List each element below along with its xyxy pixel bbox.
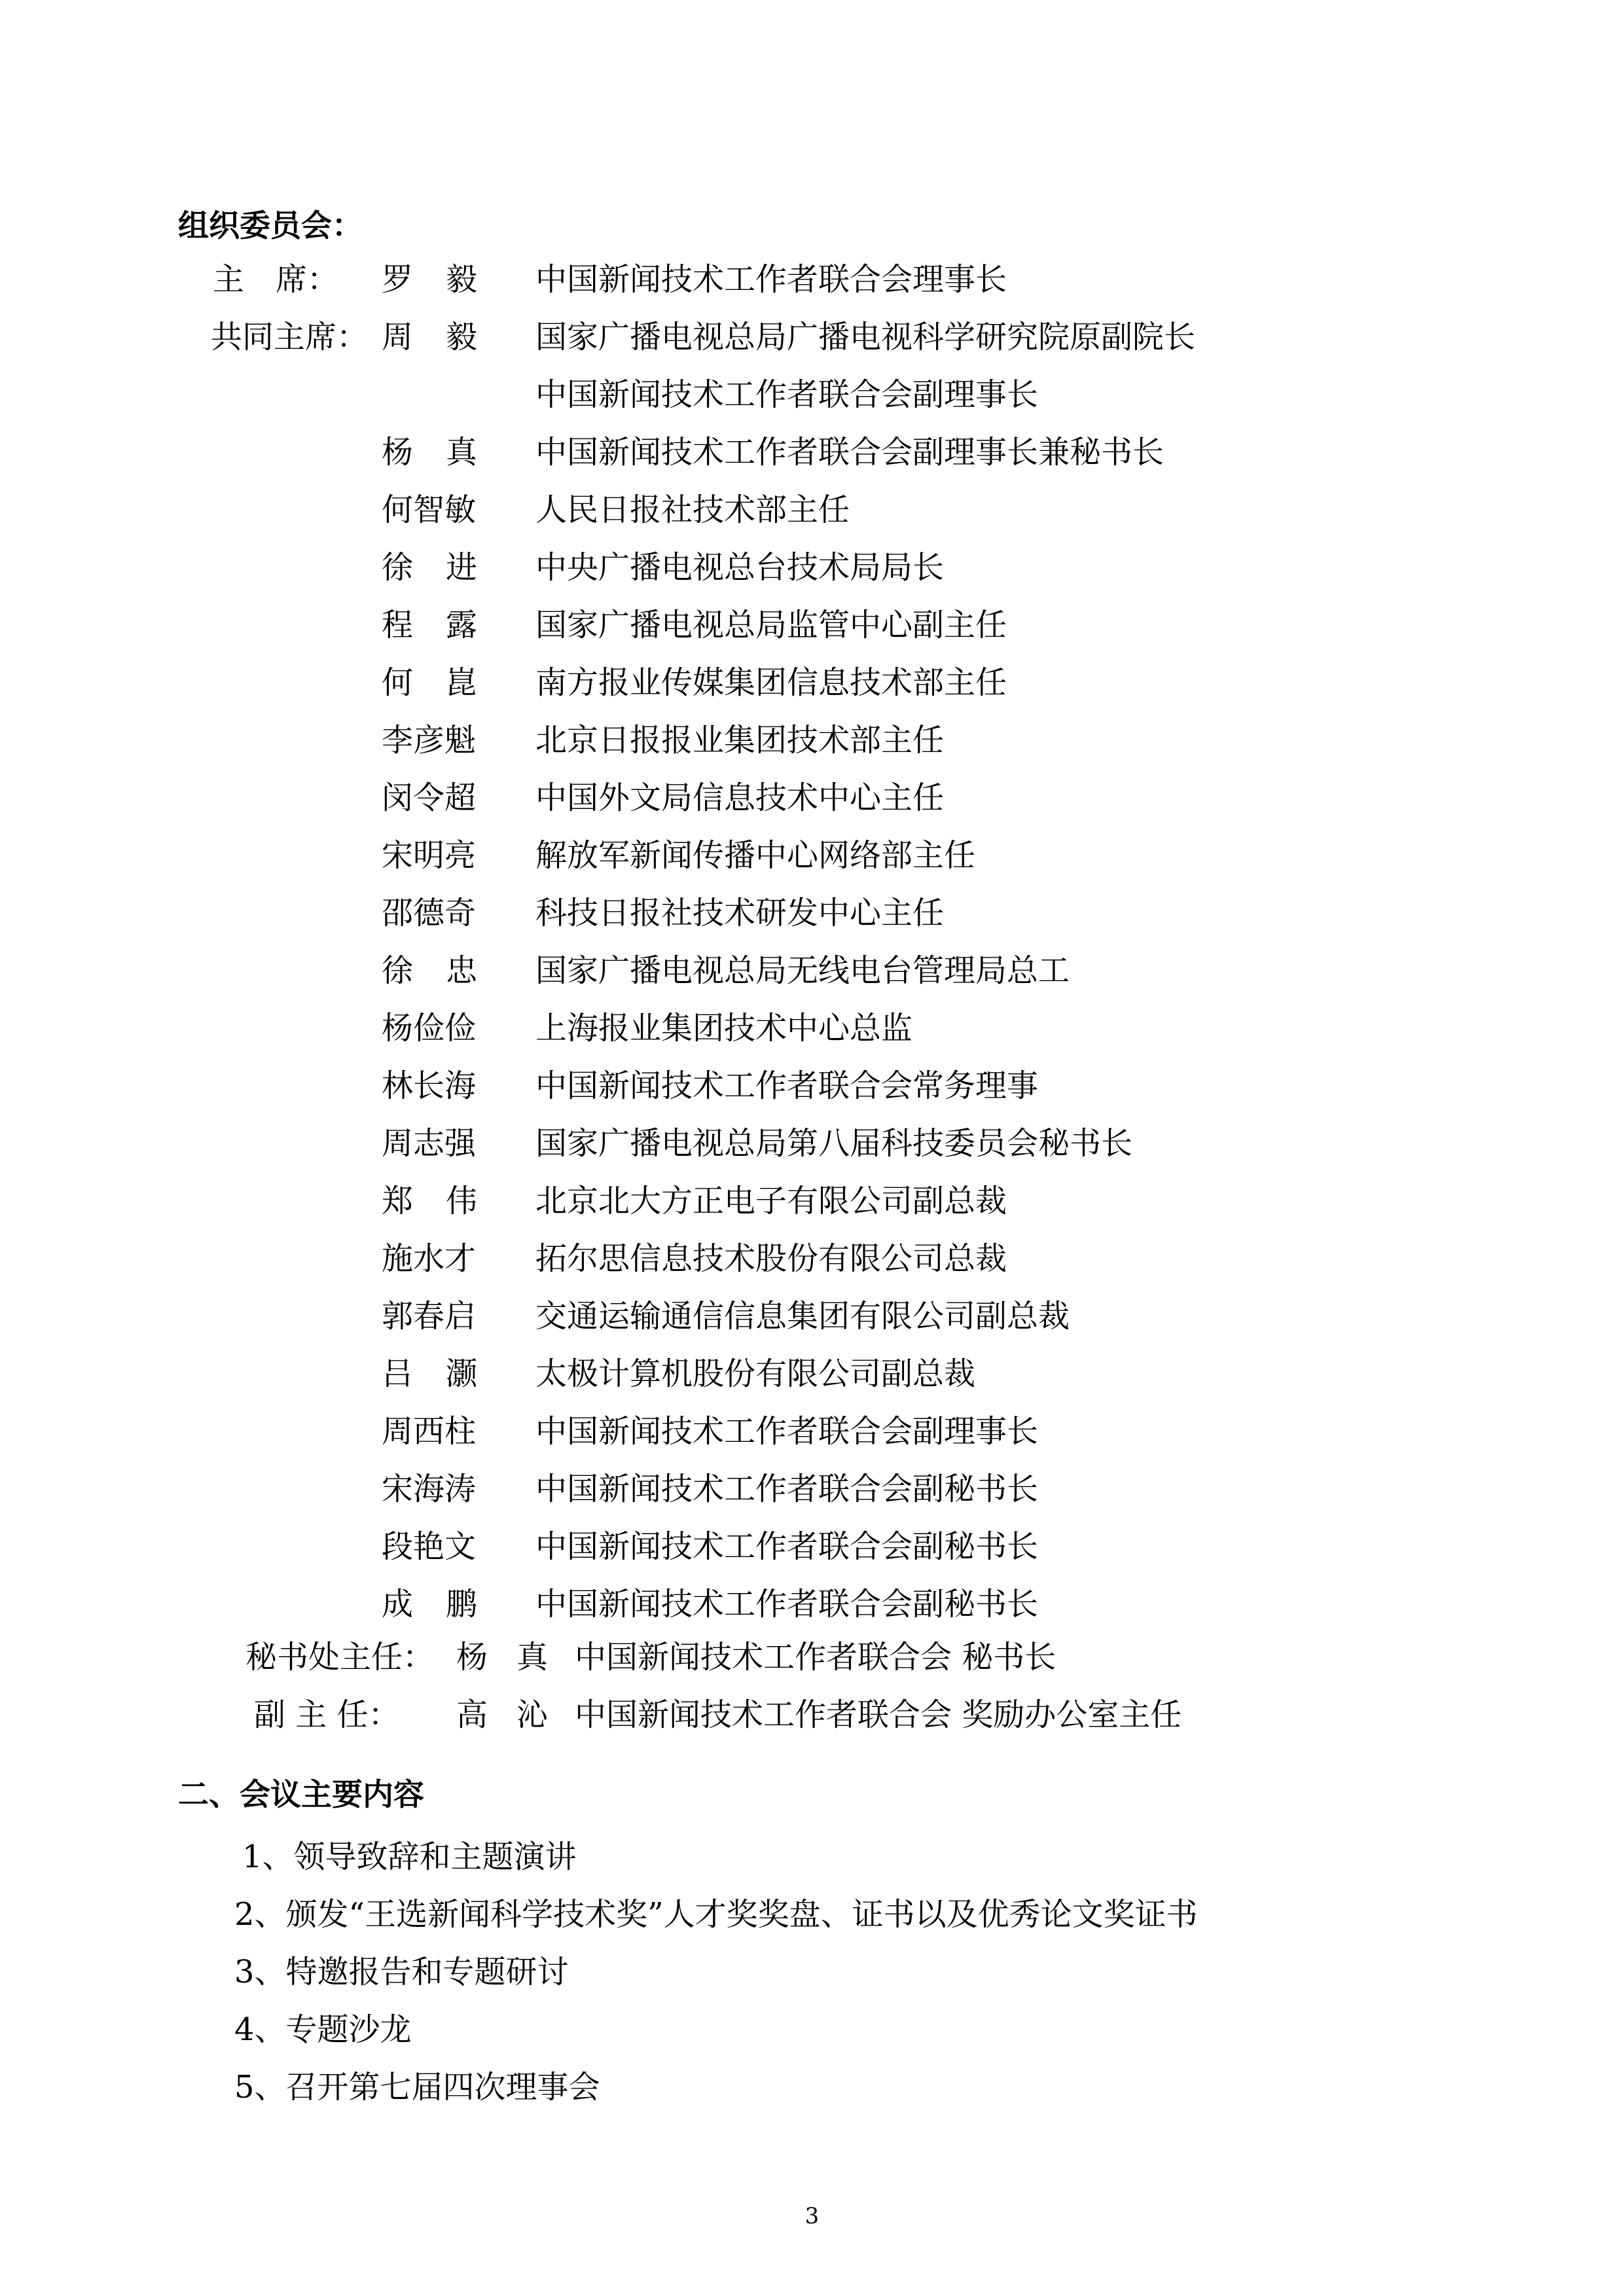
member-org: 国家广播电视总局无线电台管理局总工 [535,952,1070,989]
member-org: 南方报业传媒集团信息技术部主任 [535,664,1007,701]
member-name: 徐进 [382,549,511,586]
member-name: 周西柱 [382,1413,477,1450]
member-org: 中国新闻技术工作者联合会常务理事 [535,1067,1039,1104]
agenda-item: 5、召开第七届四次理事会 [234,2069,600,2106]
co-chair-org-line1: 国家广播电视总局广播电视科学研究院原副院长 [535,319,1196,355]
member-name: 何崑 [382,664,511,701]
agenda-item: 3、特邀报告和专题研讨 [234,1954,569,1990]
member-row [0,1124,1624,1163]
member-row [0,721,1624,760]
member-name: 李彦魁 [382,722,477,759]
member-name: 段艳文 [382,1528,477,1565]
agenda-heading: 二、会议主要内容 [178,1777,424,1813]
page-number: 3 [804,2203,820,2229]
member-org: 科技日报社技术研发中心主任 [535,895,945,931]
chair-org: 中国新闻技术工作者联合会理事长 [535,261,1007,298]
member-name: 周志强 [382,1125,477,1162]
member-row [0,1181,1624,1221]
co-chair-role: 共同主席： [211,319,369,355]
member-org: 中国新闻技术工作者联合会副理事长 [535,1413,1039,1450]
chair-role: 主 席： [213,261,339,298]
member-org: 人民日报社技术部主任 [535,492,850,528]
member-row [0,1066,1624,1105]
secretariat-org: 中国新闻技术工作者联合会 秘书长 [575,1639,1056,1676]
chair-row [0,260,1624,299]
member-row [0,836,1624,875]
member-row [0,1009,1624,1048]
agenda-item: 1、领导致辞和主题演讲 [242,1839,577,1875]
member-row [0,1354,1624,1393]
member-row [0,1527,1624,1566]
deputy-role: 副 主 任： [254,1696,400,1733]
member-name: 吕灏 [382,1355,511,1392]
member-name: 闵令超 [382,780,477,816]
secretariat-row [0,1638,1624,1677]
member-org: 中国新闻技术工作者联合会副秘书长 [535,1528,1039,1565]
member-name: 施水才 [382,1240,477,1277]
member-org: 国家广播电视总局第八届科技委员会秘书长 [535,1125,1133,1162]
committee-heading: 组织委员会： [178,208,363,244]
member-row [0,433,1624,472]
member-row [0,663,1624,702]
member-org: 中国新闻技术工作者联合会副秘书长 [535,1586,1039,1623]
member-name: 郭春启 [382,1298,477,1335]
co-chair-name: 周毅 [382,319,511,355]
member-row [0,778,1624,817]
member-org: 中国外文局信息技术中心主任 [535,780,945,816]
member-name: 徐忠 [382,952,511,989]
agenda-item: 2、颁发“王选新闻科学技术奖”人才奖奖盘、证书以及优秀论文奖证书 [234,1896,1198,1933]
member-name: 杨真 [382,434,511,471]
member-name: 郑伟 [382,1183,511,1219]
member-org: 上海报业集团技术中心总监 [535,1010,913,1047]
member-org: 中国新闻技术工作者联合会副秘书长 [535,1471,1039,1507]
member-row [0,951,1624,990]
member-name: 林长海 [382,1067,477,1104]
member-row [0,893,1624,933]
member-org: 交通运输通信信息集团有限公司副总裁 [535,1298,1070,1335]
deputy-org: 中国新闻技术工作者联合会 奖励办公室主任 [575,1696,1182,1733]
member-org: 中央广播电视总台技术局局长 [535,549,945,586]
member-row [0,1469,1624,1509]
member-org: 太极计算机股份有限公司副总裁 [535,1355,976,1392]
agenda-item: 4、专题沙龙 [234,2011,412,2048]
member-row [0,1585,1624,1624]
member-org: 北京北大方正电子有限公司副总裁 [535,1183,1007,1219]
member-org: 国家广播电视总局监管中心副主任 [535,607,1007,643]
member-name: 成鹏 [382,1586,511,1623]
member-org: 解放军新闻传播中心网络部主任 [535,837,976,874]
chair-name: 罗毅 [382,261,511,298]
secretariat-name: 杨真 [456,1639,577,1676]
member-name: 杨俭俭 [382,1010,477,1047]
member-name: 宋明亮 [382,837,477,874]
member-name: 宋海涛 [382,1471,477,1507]
member-org: 中国新闻技术工作者联合会副理事长兼秘书长 [535,434,1164,471]
member-row [0,1239,1624,1278]
member-name: 程露 [382,607,511,643]
co-chair-org-line2: 中国新闻技术工作者联合会副理事长 [535,376,1039,413]
member-name: 何智敏 [382,492,477,528]
secretariat-role: 秘书处主任： [245,1639,435,1676]
member-row [0,1297,1624,1336]
co-chair-row-continued [0,375,1624,414]
member-org: 北京日报报业集团技术部主任 [535,722,945,759]
member-row [0,1412,1624,1451]
member-row [0,605,1624,645]
member-row [0,548,1624,587]
member-row [0,490,1624,529]
co-chair-row [0,317,1624,357]
deputy-row [0,1695,1624,1734]
member-name: 邵德奇 [382,895,477,931]
member-org: 拓尔思信息技术股份有限公司总裁 [535,1240,1007,1277]
deputy-name: 高沁 [456,1696,577,1733]
